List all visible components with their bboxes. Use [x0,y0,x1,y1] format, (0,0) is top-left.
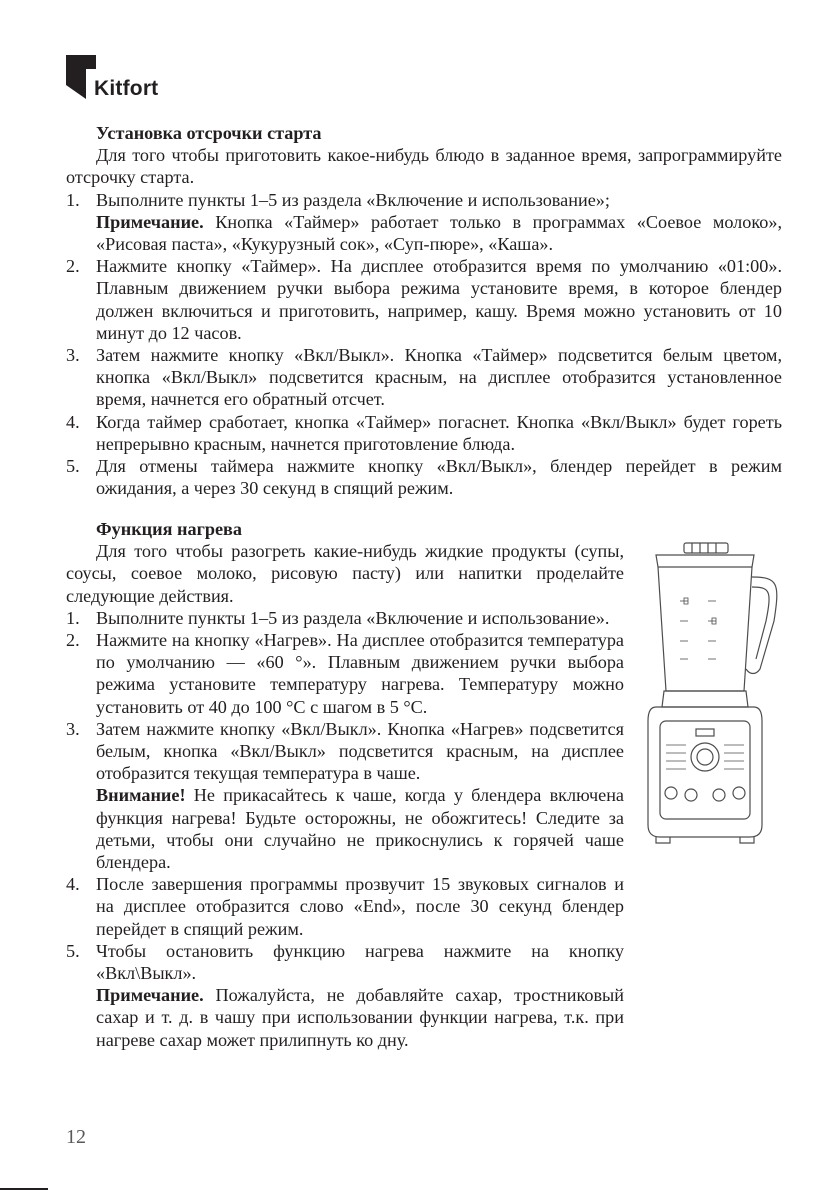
section-intro: Для того чтобы разогреть какие-нибудь жидкие продукты (супы, соусы, соевое молоко, рисовую пасту) или напитки проделайте следующие действия. [66,541,624,606]
section-heading: Установка отсрочки старта [96,123,322,143]
list-item: 1. Выполните пункты 1–5 из раздела «Включение и использование»; Примечание. Кнопка «Таймер» работает только в программах «Соевое молоко», «Рисовая паста», «Кукурузный сок», «Суп-пюре», «Каша». [66,189,782,255]
section-heading: Функция нагрева [96,519,242,539]
steps-list [66,189,782,500]
blender-illustration [646,541,782,847]
list-item: 5. Чтобы остановить функцию нагрева нажмите на кнопку «Вкл\Выкл». Примечание. Пожалуйста, не добавляйте сахар, тростниковый сахар и т. д. в чашу при использовании функции нагрева, т.к. при нагреве сахар может прилипнуть ко дну. [66,940,624,1050]
list-item: 3. Затем нажмите кнопку «Вкл/Выкл». Кнопка «Таймер» подсветится белым цветом, кнопка «Вкл/Выкл» подсветится красным, на дисплее отобразится установленное время, начнется его обратный отсчет. [66,345,782,410]
list-item: 5. Для отмены таймера нажмите кнопку «Вкл/Выкл», блендер перейдет в режим ожидания, а через 30 секунд в спящий режим. [66,456,782,499]
list-item: 1. Выполните пункты 1–5 из раздела «Включение и использование». [66,607,610,628]
note: Примечание. Пожалуйста, не добавляйте сахар, тростниковый сахар и т. д. в чашу при использовании функции нагрева, т.к. при нагреве сахар может прилипнуть ко дну. [96,985,624,1050]
section-delayed-start [66,122,782,499]
brand-logo [66,47,196,107]
brand-name: Kitfort [94,77,159,100]
warning: Внимание! Не прикасайтесь к чаше, когда у блендера включена функция нагрева! Будьте осторожны, не обожгитесь! Следите за детьми, чтобы они случайно не прикоснулись к горячей чаше блендера. [96,785,624,873]
kitfort-logo-icon [66,55,96,99]
note: Примечание. Кнопка «Таймер» работает только в программах «Соевое молоко», «Рисовая паста», «Кукурузный сок», «Суп-пюре», «Каша». [96,211,782,255]
list-item: 4. Когда таймер сработает, кнопка «Таймер» погаснет. Кнопка «Вкл/Выкл» будет гореть непрерывно красным, начнется приготовление блюда. [66,411,782,454]
list-item: 3. Затем нажмите кнопку «Вкл/Выкл». Кнопка «Нагрев» подсветится белым, кнопка «Вкл/Выкл» подсветится красным, на дисплее отобразится текущая температура в чаше. Внимание! Не прикасайтесь к чаше, когда у блендера включена функция нагрева! Будьте осторожны, не обожгитесь! Следите за детьми, чтобы они случайно не прикоснулись к горячей чаше блендера. [66,718,624,873]
steps-list [66,607,624,1051]
section-intro: Для того чтобы приготовить какое-нибудь блюдо в заданное время, запрограммируйте отсрочку старта. [66,145,782,188]
footer-rule [0,1188,48,1190]
section-heating [66,518,624,1051]
list-item: 2. Нажмите на кнопку «Нагрев». На дисплее отобразится температура по умолчанию — «60 °». Плавным движением ручки выбора режима установите температуру нагрева. Температуру можно установить от 40 до 100 °С с шагом в 5 °С. [66,630,624,717]
page-number: 12 [66,1126,86,1148]
list-item: 2. Нажмите кнопку «Таймер». На дисплее отобразится время по умолчанию «01:00». Плавным движением ручки выбора режима установите время, в которое блендер должен включиться и приготовить, например, кашу. Время можно установить от 10 минут до 12 часов. [66,256,782,343]
list-item: 4. После завершения программы прозвучит 15 звуковых сигналов и на дисплее отобразится слово «End», после 30 секунд блендер перейдет в спящий режим. [66,874,624,939]
